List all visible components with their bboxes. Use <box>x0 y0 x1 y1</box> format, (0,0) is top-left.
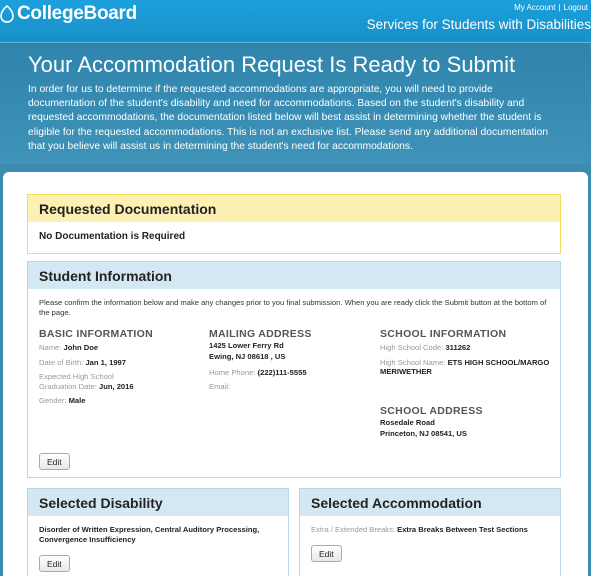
service-title: Services for Students with Disabilities <box>366 17 591 32</box>
my-account-link[interactable]: My Account <box>514 3 556 12</box>
school-address-line2: Princeton, NJ 08541, US <box>380 429 467 438</box>
acorn-icon <box>0 5 14 23</box>
edit-student-info-button[interactable]: Edit <box>39 453 70 470</box>
school-address-line1: Rosedale Road <box>380 418 435 427</box>
student-information-title: Student Information <box>28 262 560 289</box>
dob-label: Date of Birth: <box>39 357 84 367</box>
requested-documentation-title: Requested Documentation <box>28 195 560 222</box>
name-label: Name: <box>39 343 62 352</box>
student-info-instructions: Please confirm the information below and make any changes prior to you final submission. When you are ready click the Submit button at the bottom of the page. <box>39 298 547 317</box>
school-information-heading: SCHOOL INFORMATION <box>380 328 507 340</box>
school-address <box>380 405 550 439</box>
page-title: Your Accommodation Request Is Ready to Submit <box>28 52 516 77</box>
disability-list: Disorder of Written Expression, Central Auditory Processing, Convergence Insufficiency <box>39 525 260 544</box>
date-of-birth: Jan 1, 1997 <box>85 357 126 367</box>
gender: Male <box>68 396 86 405</box>
school-code: 311262 <box>445 343 471 352</box>
basic-information <box>39 328 199 406</box>
school-information <box>380 328 550 377</box>
selected-disability-card <box>27 488 289 576</box>
link-separator: | <box>558 3 561 12</box>
selected-accommodation-title: Selected Accommodation <box>300 489 560 516</box>
school-code-label: High School Code: <box>380 343 444 352</box>
student-information-card <box>27 261 561 478</box>
graduation-date: Jun, 2016 <box>98 381 134 391</box>
home-phone-label: Home Phone: <box>209 368 256 377</box>
selected-disability-title: Selected Disability <box>28 489 288 516</box>
edit-disability-button[interactable]: Edit <box>39 555 70 572</box>
school-address-heading: SCHOOL ADDRESS <box>380 405 483 417</box>
top-bar <box>0 0 591 42</box>
documentation-message: No Documentation is Required <box>39 231 186 242</box>
accommodation-label: Extra / Extended Breaks: <box>311 525 395 534</box>
graduation-label: Expected High School Graduation Date: <box>39 372 114 391</box>
mailing-address-heading: MAILING ADDRESS <box>209 328 312 340</box>
email-label: Email: <box>209 381 231 391</box>
logout-link[interactable]: Logout <box>563 3 588 12</box>
gender-label: Gender: <box>39 396 67 405</box>
school-name: ETS HIGH SCHOOL/MARGO MERIWETHER <box>380 357 550 376</box>
collegeboard-logo[interactable] <box>0 3 137 25</box>
school-name-label: High School Name: <box>380 357 446 367</box>
hero-description: In order for us to determine if the requested accommodations are appropriate, you will need to provide documentation of the student's disability and need for accommodations. Based on the student's disability and requested accommodations, the documentation listed below will best assist in determining whether the student is eligible for the requested accommodations. This is not an exclusive list. Please send any additional documentation that you believe will assist us in determining the student's need for accommodations. <box>28 84 549 152</box>
basic-information-heading: BASIC INFORMATION <box>39 328 153 340</box>
content-panel <box>3 172 588 576</box>
brand-name: CollegeBoard <box>17 3 137 24</box>
mailing-address <box>209 328 369 391</box>
requested-documentation-card <box>27 194 561 254</box>
home-phone: (222)111-5555 <box>257 368 307 377</box>
hero-banner <box>0 42 591 164</box>
mailing-address-line1: 1425 Lower Ferry Rd <box>209 341 284 350</box>
student-name: John Doe <box>63 343 99 352</box>
selected-accommodation-card <box>299 488 561 576</box>
accommodation-value: Extra Breaks Between Test Sections <box>397 525 528 534</box>
edit-accommodation-button[interactable]: Edit <box>311 545 342 562</box>
mailing-address-line2: Ewing, NJ 08618 , US <box>209 352 286 361</box>
account-links <box>514 3 588 12</box>
